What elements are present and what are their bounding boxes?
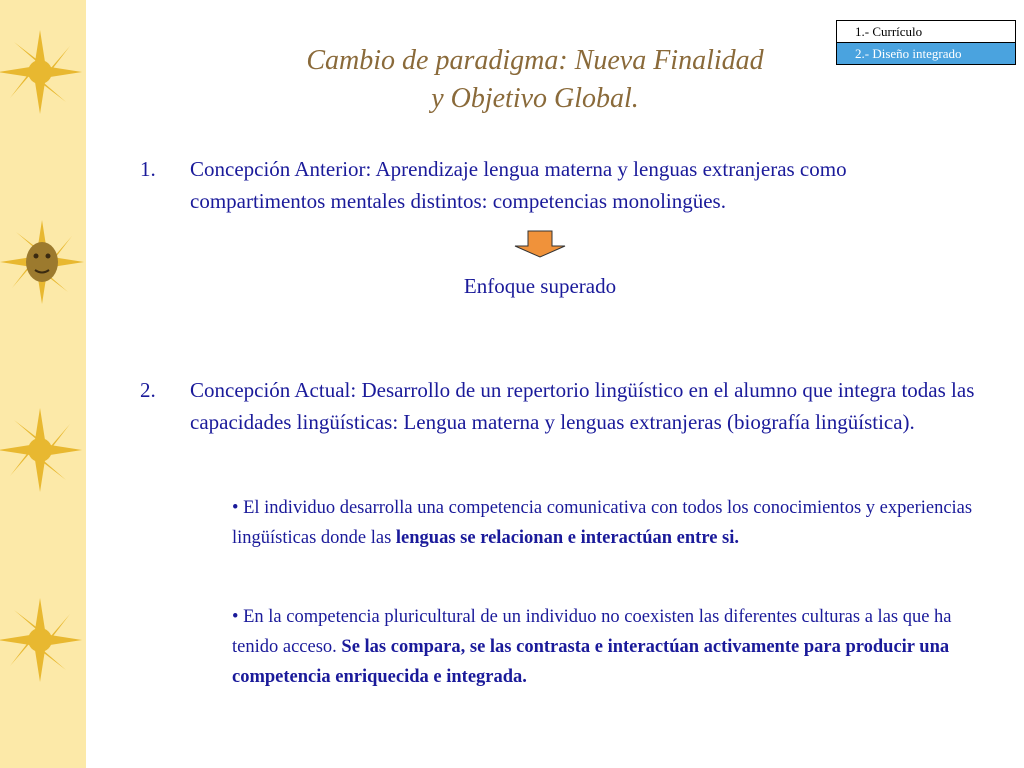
bullet-2-emphasis: Se las compara, se las contrasta e interactúan activamente para producir una competencia enriquecida e integrada. xyxy=(232,637,950,687)
bullet-2 xyxy=(232,602,992,692)
point-2 xyxy=(140,374,980,438)
sun-icon xyxy=(0,598,82,682)
title-line-2: y Objetivo Global. xyxy=(431,83,639,114)
point-1-number: 1. xyxy=(140,157,156,181)
point-1 xyxy=(140,153,980,217)
sun-icon xyxy=(0,30,82,114)
slide-title xyxy=(240,42,830,118)
bullet-1 xyxy=(232,493,992,553)
bullet-2-text: • En la competencia pluricultural de un individuo no coexisten las diferentes culturas a las que ha tenido acceso. xyxy=(232,607,952,657)
point-2-text: Concepción Actual: Desarrollo de un repertorio lingüístico en el alumno que integra todas las capacidades lingüísticas: Lengua materna y lenguas extranjeras (biografía lingüística). xyxy=(190,378,975,434)
point-1-text: Concepción Anterior: Aprendizaje lengua materna y lenguas extranjeras como compartimentos mentales distintos: competencias monolingües. xyxy=(190,157,847,213)
decorative-sun-strip xyxy=(0,0,86,768)
sun-icon xyxy=(0,408,82,492)
bullet-1-emphasis: lenguas se relacionan e interactúan entre si. xyxy=(395,528,740,548)
bullet-1-text: • El individuo desarrolla una competencia comunicativa con todos los conocimientos y experiencias lingüísticas donde las xyxy=(232,498,973,548)
section-navigation xyxy=(836,20,1016,65)
sun-face-icon xyxy=(0,220,84,304)
point-2-number: 2. xyxy=(140,378,156,402)
nav-item-curriculo[interactable]: 1.- Currículo xyxy=(837,21,1015,43)
nav-item-diseno-integrado[interactable]: 2.- Diseño integrado xyxy=(837,43,1015,64)
title-line-1: Cambio de paradigma: Nueva Finalidad xyxy=(306,45,764,76)
down-arrow-icon xyxy=(514,230,566,258)
result-label: Enfoque superado xyxy=(463,274,617,298)
sun-pattern xyxy=(0,0,86,768)
